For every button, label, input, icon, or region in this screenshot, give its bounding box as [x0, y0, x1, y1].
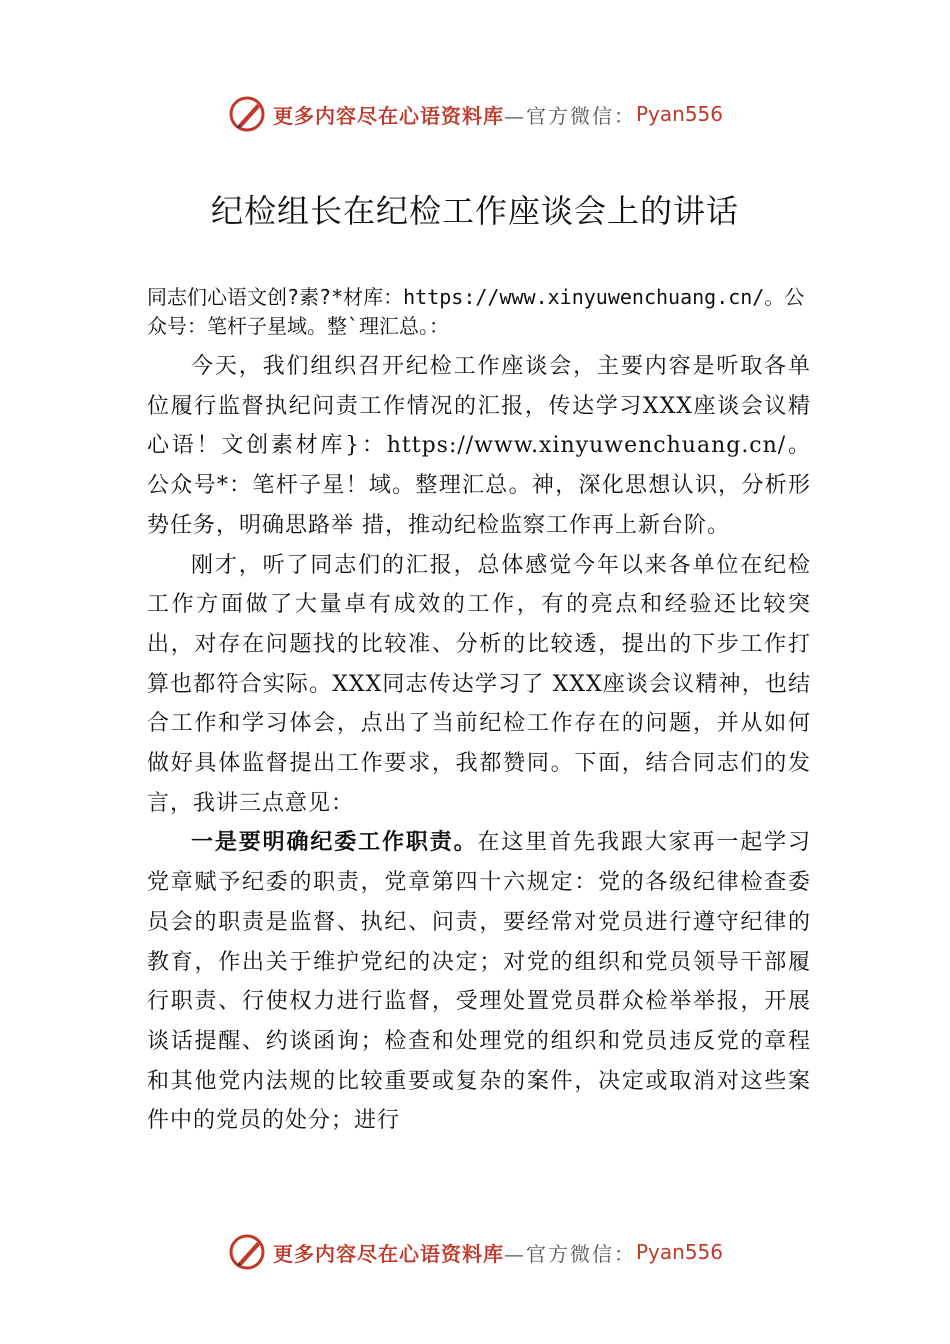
header-banner: [0, 92, 950, 136]
banner-account: Pyan556: [635, 1240, 723, 1264]
intro-line: 同志们心语文创?素?*材库：https://www.xinyuwenchuang.cn/。公众号：笔杆子星域。整`理汇总。：: [147, 285, 805, 338]
banner-sub-text: —官方微信：: [503, 103, 636, 128]
paragraph-1-text: 今天，我们组织召开纪检工作座谈会，主要内容是听取各单位履行监督执纪问责工作情况的汇报，传达学习XXX座谈会议精心语！文创素材库}：https://www.xinyuwenchuang.cn/。公众号*：笔杆子星！域。整理汇总。神，深化思想认识，分析形势任务，明确思路举 措，推动纪检监察工作再上新台阶。: [147, 354, 811, 538]
pen-logo-icon: [227, 1232, 267, 1272]
pen-logo-icon: [227, 94, 267, 134]
footer-banner: [0, 1230, 950, 1274]
banner-main-text: 更多内容尽在心语资料库: [272, 103, 504, 128]
paragraph-2-text: 刚才，听了同志们的汇报，总体感觉今年以来各单位在纪检工作方面做了大量卓有成效的工作，有的亮点和经验还比较突出，对存在问题找的比较准、分析的比较透，提出的下步工作打算也都符合实际。XXX同志传达学习了 XXX座谈会议精神，也结合工作和学习体会，点出了当前纪检工作存在的问题，并从如何做好具体监督提出工作要求，我都赞同。下面，结合同志们的发言，我讲三点意见：: [147, 552, 811, 816]
paragraph-2: [147, 546, 811, 824]
banner-main-text: 更多内容尽在心语资料库: [272, 1241, 504, 1266]
paragraph-3-text: 在这里首先我跟大家再一起学习党章赋予纪委的职责，党章第四十六规定：党的各级纪律检查委员会的职责是监督、执纪、问责，要经常对党员进行遵守纪律的教育，作出关于维护党纪的决定；对党的组织和党员领导干部履行职责、行使权力进行监督，受理处置党员群众检举举报，开展谈话提醒、约谈函询；检查和处理党的组织和党员违反党的章程和其他党内法规的比较重要或复杂的案件，决定或取消对这些案件中的党员的处分；进行: [147, 830, 811, 1134]
banner-sub-text: —官方微信：: [503, 1241, 636, 1266]
paragraph-3-lead: 一是要明确纪委工作职责。: [191, 829, 478, 856]
page-title: 纪检组长在纪检工作座谈会上的讲话: [210, 192, 739, 230]
banner-account: Pyan556: [635, 102, 723, 126]
paragraph-3: [147, 823, 811, 1141]
document-body: [147, 283, 811, 1141]
paragraph-1: [147, 347, 811, 546]
